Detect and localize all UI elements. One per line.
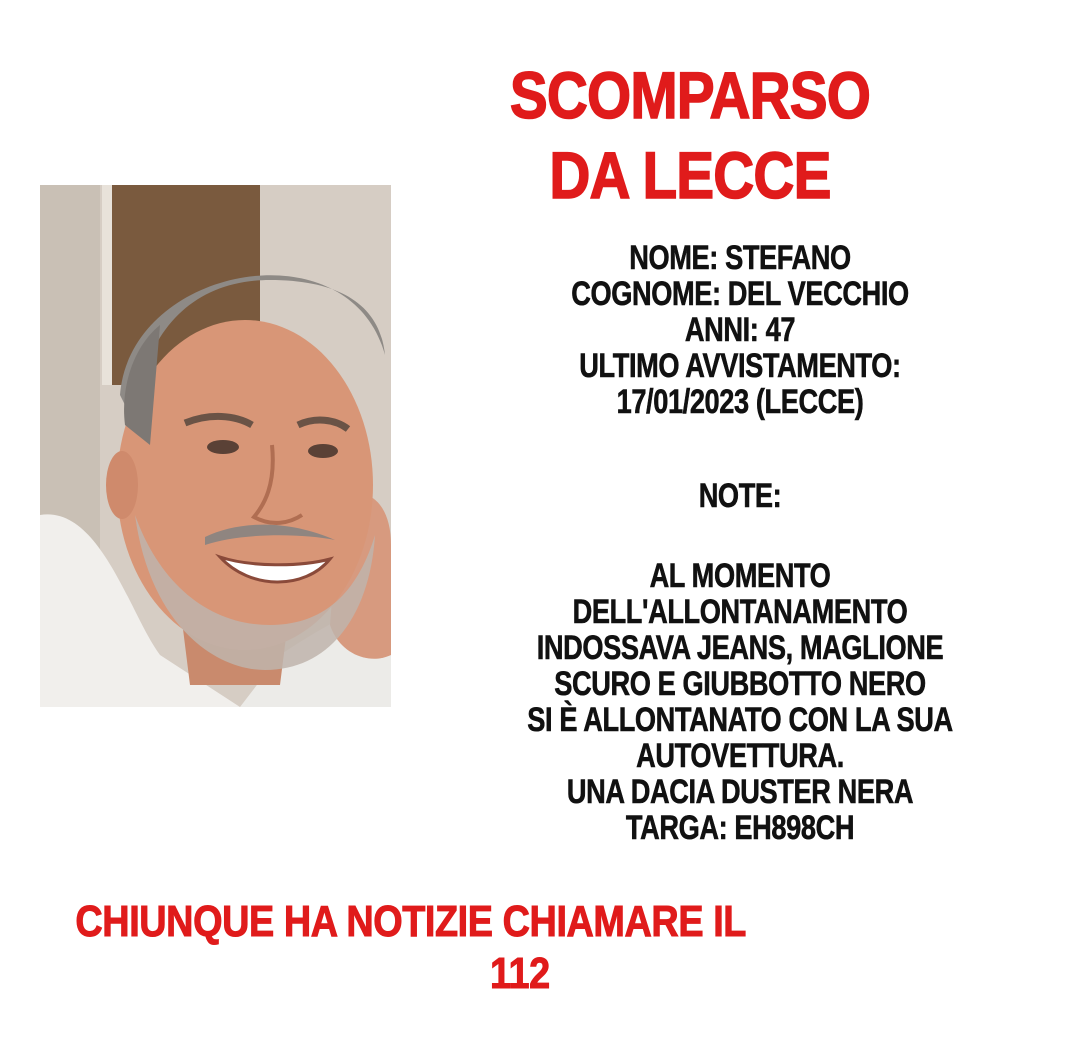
poster-title-line-1: SCOMPARSO — [509, 58, 871, 132]
field-anni: ANNI: 47 — [684, 311, 796, 349]
notes-label: NOTE: — [698, 477, 782, 515]
field-nome: NOME: STEFANO — [629, 239, 851, 277]
field-ultimo-avvistamento-value: 17/01/2023 (LECCE) — [616, 383, 864, 421]
notes-line: SI È ALLONTANATO CON LA SUA — [527, 701, 953, 739]
notes-line: SCURO E GIUBBOTTO NERO — [554, 665, 926, 703]
portrait-photo — [40, 185, 391, 707]
notes-line: TARGA: EH898CH — [625, 809, 855, 847]
notes-line: AUTOVETTURA. — [636, 737, 844, 775]
notes-line: DELL'ALLONTANAMENTO — [572, 593, 908, 631]
notes-text — [524, 558, 956, 846]
poster-title-line-2: DA LECCE — [549, 138, 831, 212]
emergency-number: 112 — [490, 949, 550, 998]
notes-line: INDOSSAVA JEANS, MAGLIONE — [536, 629, 944, 667]
field-cognome: COGNOME: DEL VECCHIO — [571, 275, 909, 313]
call-to-action-line-1: CHIUNQUE HA NOTIZIE CHIAMARE IL — [75, 897, 746, 946]
notes-line: AL MOMENTO — [649, 557, 831, 595]
notes-line: UNA DACIA DUSTER NERA — [566, 773, 914, 811]
field-ultimo-avvistamento-label: ULTIMO AVVISTAMENTO: — [579, 347, 901, 385]
portrait-image — [40, 185, 391, 707]
person-details — [524, 240, 956, 420]
